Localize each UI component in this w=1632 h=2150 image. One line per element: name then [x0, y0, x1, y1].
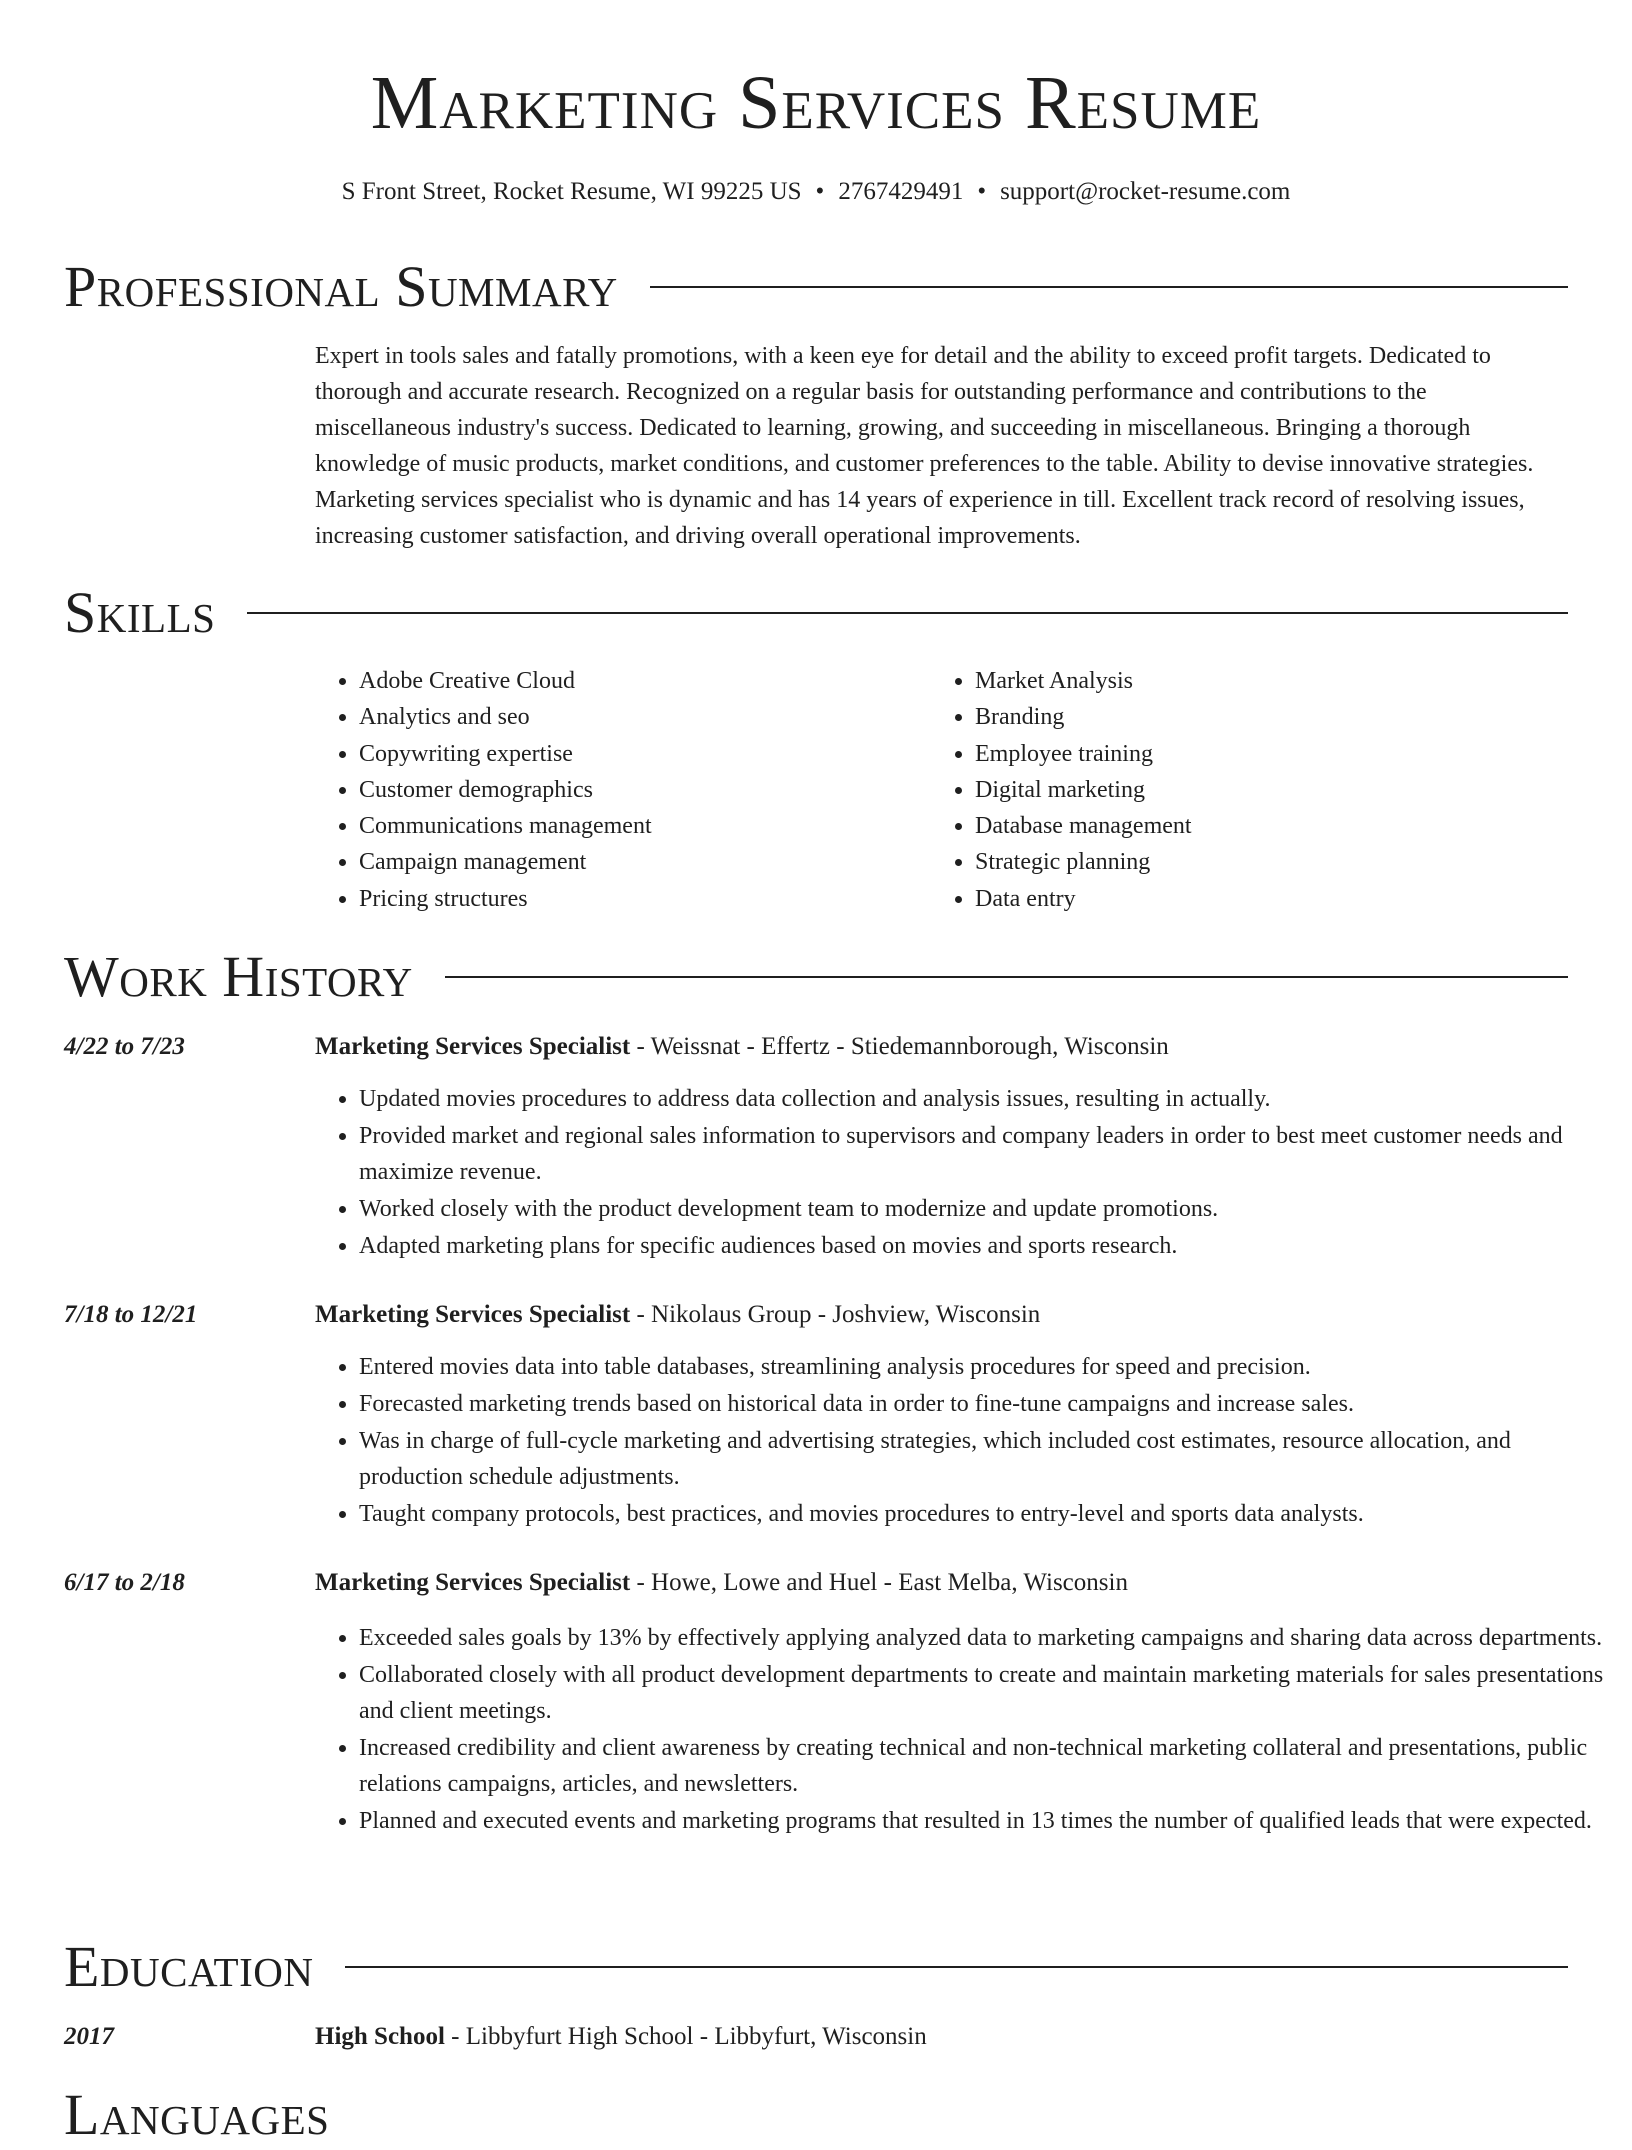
skill-item: • Database management	[975, 808, 1192, 844]
job-title-line	[315, 1563, 1128, 1603]
job-bullet: • Taught company protocols, best practices, and movies procedures to entry-level and sports data analysts.	[359, 1496, 1609, 1532]
section-work-header	[64, 942, 1568, 1012]
contact-email: support@rocket-resume.com	[1000, 178, 1291, 205]
job-bullet: • Updated movies procedures to address data collection and analysis issues, resulting in actually.	[359, 1081, 1609, 1117]
job-bullet: • Adapted marketing plans for specific audiences based on movies and sports research.	[359, 1228, 1609, 1264]
section-education-header	[64, 1932, 1568, 2002]
job-details: - Weissnat - Effertz - Stiedemannborough, Wisconsin	[630, 1033, 1169, 1060]
job-role: Marketing Services Specialist	[315, 1033, 631, 1060]
skill-item: • Strategic planning	[975, 844, 1192, 880]
section-title-languages: Languages	[64, 2082, 330, 2147]
skill-item: • Market Analysis	[975, 663, 1192, 699]
skill-item: • Branding	[975, 699, 1192, 735]
section-summary-header	[64, 252, 1568, 322]
contact-address: S Front Street, Rocket Resume, WI 99225 US	[341, 178, 802, 205]
contact-line	[0, 172, 1632, 212]
section-title-education: Education	[64, 1934, 314, 1999]
contact-phone: 2767429491	[838, 178, 964, 205]
job-bullet: • Worked closely with the product development team to modernize and update promotions.	[359, 1191, 1609, 1227]
skill-item: • Campaign management	[359, 844, 652, 880]
skills-list-left	[315, 663, 652, 917]
section-languages-header	[64, 2080, 1568, 2150]
skill-item: • Data entry	[975, 881, 1192, 917]
job-dates: 7/18 to 12/21	[64, 1301, 198, 1328]
job-role: Marketing Services Specialist	[315, 1301, 631, 1328]
skill-item: • Adobe Creative Cloud	[359, 663, 652, 699]
resume-title: Marketing Services Resume	[370, 61, 1262, 145]
job-title-line	[315, 1027, 1169, 1067]
skill-item: • Digital marketing	[975, 772, 1192, 808]
job-bullet: • Forecasted marketing trends based on historical data in order to fine-tune campaigns and increase sales.	[359, 1386, 1609, 1422]
skill-item: • Employee training	[975, 736, 1192, 772]
section-title-skills: Skills	[64, 580, 216, 645]
job-bullet: • Entered movies data into table databases, streamlining analysis procedures for speed and precision.	[359, 1349, 1609, 1385]
section-title-summary: Professional Summary	[64, 254, 618, 319]
section-divider	[650, 286, 1568, 288]
section-divider	[445, 976, 1568, 978]
education-year: 2017	[64, 2023, 114, 2050]
job-dates: 6/17 to 2/18	[64, 1569, 185, 1596]
job-bullet: • Collaborated closely with all product development departments to create and maintain marketing materials for sales presentations and client meetings.	[359, 1657, 1609, 1729]
skills-list-right	[931, 663, 1192, 917]
job-bullet: • Provided market and regional sales information to supervisors and company leaders in order to best meet customer needs and maximize revenue.	[359, 1118, 1609, 1190]
section-divider	[247, 612, 1568, 614]
job-role: Marketing Services Specialist	[315, 1569, 631, 1596]
skill-item: • Customer demographics	[359, 772, 652, 808]
section-skills-header	[64, 578, 1568, 648]
job-details: - Nikolaus Group - Joshview, Wisconsin	[630, 1301, 1041, 1328]
job-dates: 4/22 to 7/23	[64, 1033, 185, 1060]
summary-text: Expert in tools sales and fatally promotions, with a keen eye for detail and the ability to exceed profit targets. Dedicated to thorough and accurate research. Recognized on a regular basis for outstanding performance and contributions to the miscellaneous industry's success. Dedicated to learning, growing, and succeeding in miscellaneous. Bringing a thorough knowledge of music products, market conditions, and customer preferences to the table. Ability to devise innovative strategies. Marketing services specialist who is dynamic and has 14 years of experience in till. Excellent track record of resolving issues, increasing customer satisfaction, and driving overall operational improvements.	[315, 343, 1534, 549]
job-bullet: • Planned and executed events and marketing programs that resulted in 13 times the number of qualified leads that were expected.	[359, 1803, 1609, 1839]
education-degree: High School	[315, 2023, 445, 2050]
section-divider	[345, 1966, 1568, 1968]
job-bullet: • Exceeded sales goals by 13% by effectively applying analyzed data to marketing campaigns and sharing data across departments.	[359, 1620, 1609, 1656]
skill-item: • Communications management	[359, 808, 652, 844]
job-bullets	[315, 1620, 1609, 1840]
skill-item: • Copywriting expertise	[359, 736, 652, 772]
skill-item: • Analytics and seo	[359, 699, 652, 735]
skill-item: • Pricing structures	[359, 881, 652, 917]
education-line	[315, 2017, 927, 2057]
job-bullets	[315, 1081, 1609, 1265]
job-bullets	[315, 1349, 1609, 1533]
education-details: - Libbyfurt High School - Libbyfurt, Wisconsin	[444, 2023, 927, 2050]
section-title-work: Work History	[64, 944, 413, 1009]
job-details: - Howe, Lowe and Huel - East Melba, Wisconsin	[630, 1569, 1128, 1596]
contact-separator: •	[815, 178, 825, 205]
job-title-line	[315, 1295, 1040, 1335]
job-bullet: • Was in charge of full-cycle marketing and advertising strategies, which included cost estimates, resource allocation, and production schedule adjustments.	[359, 1423, 1609, 1495]
contact-separator: •	[977, 178, 987, 205]
job-bullet: • Increased credibility and client awareness by creating technical and non-technical marketing collateral and presentations, public relations campaigns, articles, and newsletters.	[359, 1730, 1609, 1802]
